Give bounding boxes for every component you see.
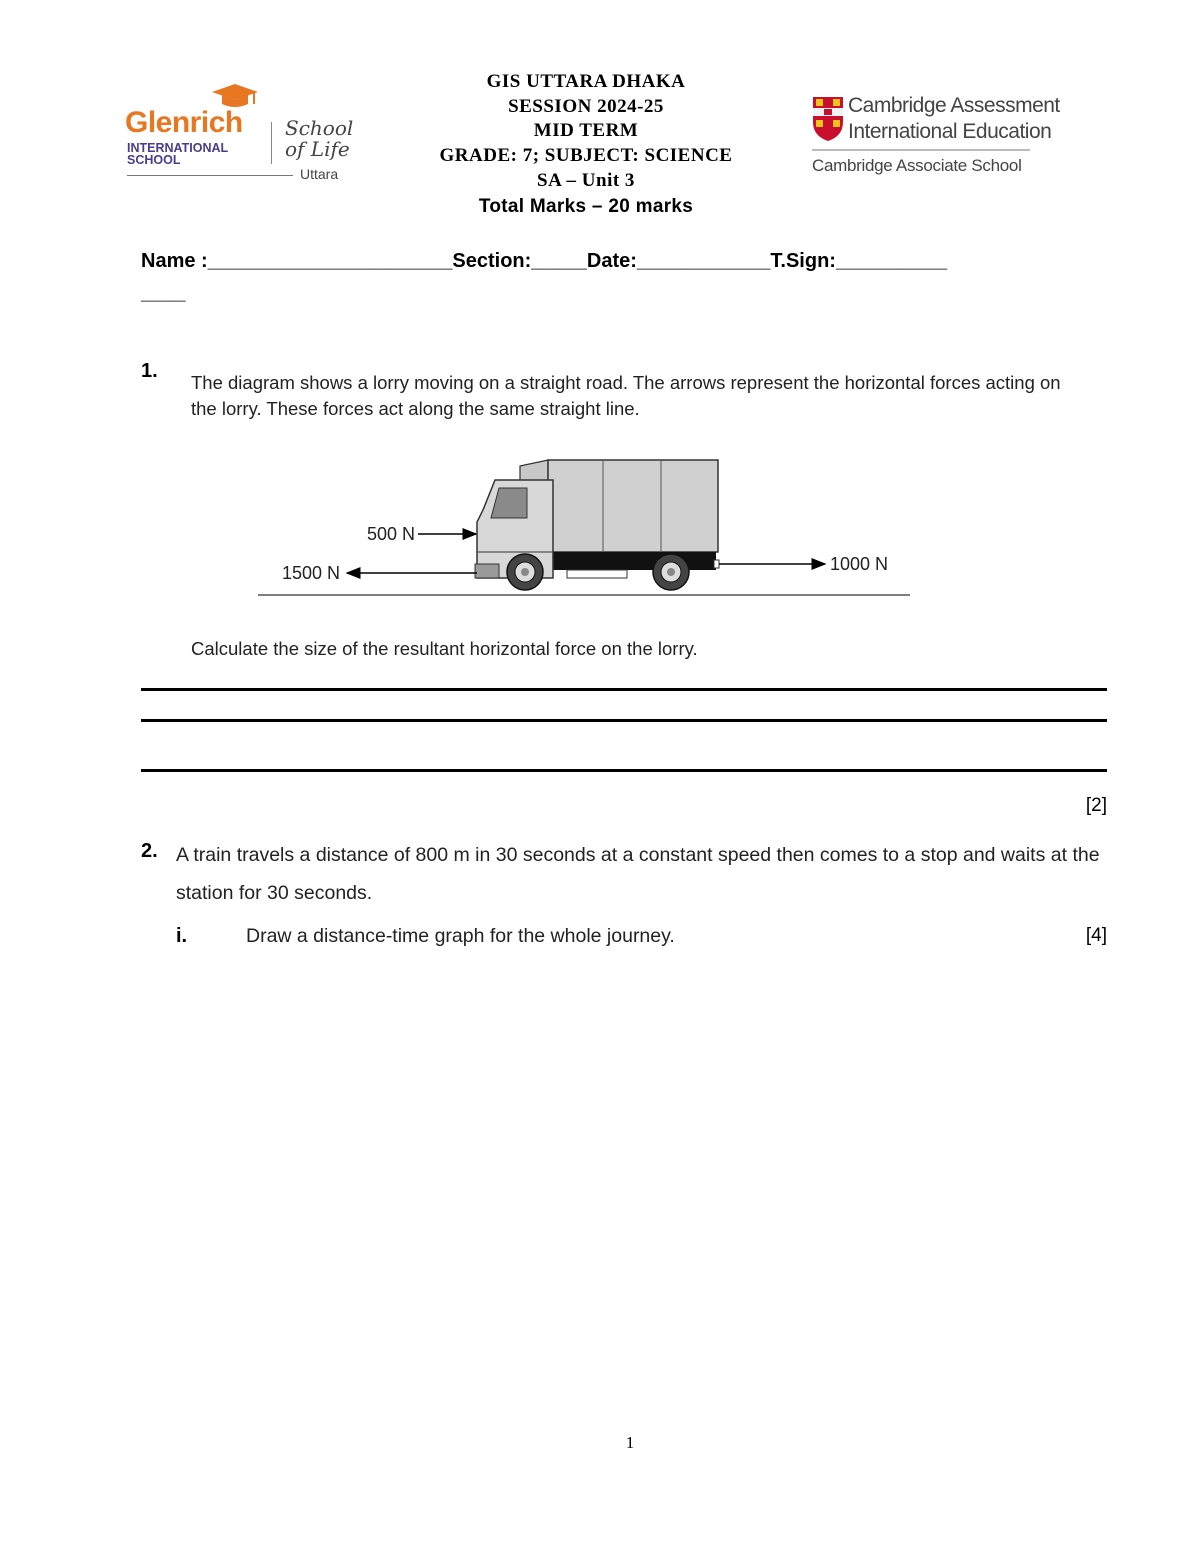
brand-name: Glenrich bbox=[125, 106, 243, 139]
term: MID TERM bbox=[533, 120, 639, 142]
force-label-top: 500 N bbox=[367, 524, 416, 544]
school-name: GIS UTTARA DHAKA bbox=[486, 71, 686, 92]
brand-tagline: School of Life bbox=[285, 116, 354, 161]
session: SESSION 2024-25 bbox=[508, 95, 664, 117]
brand-campus: Uttara bbox=[300, 166, 339, 182]
cambridge-logo bbox=[812, 92, 1060, 187]
question-1-marks: [2] bbox=[1085, 795, 1107, 816]
logo-rule bbox=[127, 175, 293, 176]
cambridge-rule bbox=[812, 149, 1030, 151]
lorry-icon bbox=[475, 460, 719, 590]
answer-line[interactable] bbox=[141, 719, 1107, 722]
question-1-text: The diagram shows a lorry moving on a straight road. The arrows represent the horizontal forces acting on the lorry. These forces act along the same straight line. bbox=[191, 372, 1061, 419]
glenrich-logo bbox=[125, 82, 360, 182]
cambridge-line2: International Education bbox=[848, 120, 1052, 143]
answer-line[interactable] bbox=[141, 769, 1107, 772]
question-2-part-i-label: i. bbox=[176, 925, 188, 947]
cambridge-line3: Cambridge Associate School bbox=[812, 156, 1022, 175]
cambridge-line1: Cambridge Assessment bbox=[848, 94, 1060, 117]
unit: SA – Unit 3 bbox=[537, 169, 635, 191]
student-info-line[interactable]: Name :______________________Section:_____Date:____________T.Sign:__________ bbox=[141, 250, 948, 272]
question-2-number: 2. bbox=[141, 840, 158, 862]
cambridge-shield-icon bbox=[812, 96, 844, 142]
exam-header bbox=[380, 70, 792, 220]
answer-line[interactable] bbox=[141, 688, 1107, 691]
grade-subject: GRADE: 7; SUBJECT: SCIENCE bbox=[439, 145, 733, 167]
student-info-continuation: ____ bbox=[141, 282, 186, 304]
logo-divider bbox=[271, 122, 272, 164]
question-1-prompt: Calculate the size of the resultant horizontal force on the lorry. bbox=[191, 638, 698, 659]
lorry-diagram bbox=[255, 452, 915, 602]
force-label-right: 1000 N bbox=[830, 554, 889, 574]
force-label-left: 1500 N bbox=[282, 563, 341, 583]
question-2-part-i-text: Draw a distance-time graph for the whole journey. bbox=[246, 925, 675, 947]
question-2-text: A train travels a distance of 800 m in 30 seconds at a constant speed then comes to a stop and waits at the station for 30 seconds. bbox=[176, 844, 1100, 904]
page-number: 1 bbox=[625, 1433, 635, 1452]
question-2-part-i-marks: [4] bbox=[1085, 925, 1107, 946]
brand-subtitle: INTERNATIONAL SCHOOL bbox=[127, 141, 229, 167]
question-1-number: 1. bbox=[141, 360, 158, 382]
total-marks: Total Marks – 20 marks bbox=[478, 195, 694, 217]
